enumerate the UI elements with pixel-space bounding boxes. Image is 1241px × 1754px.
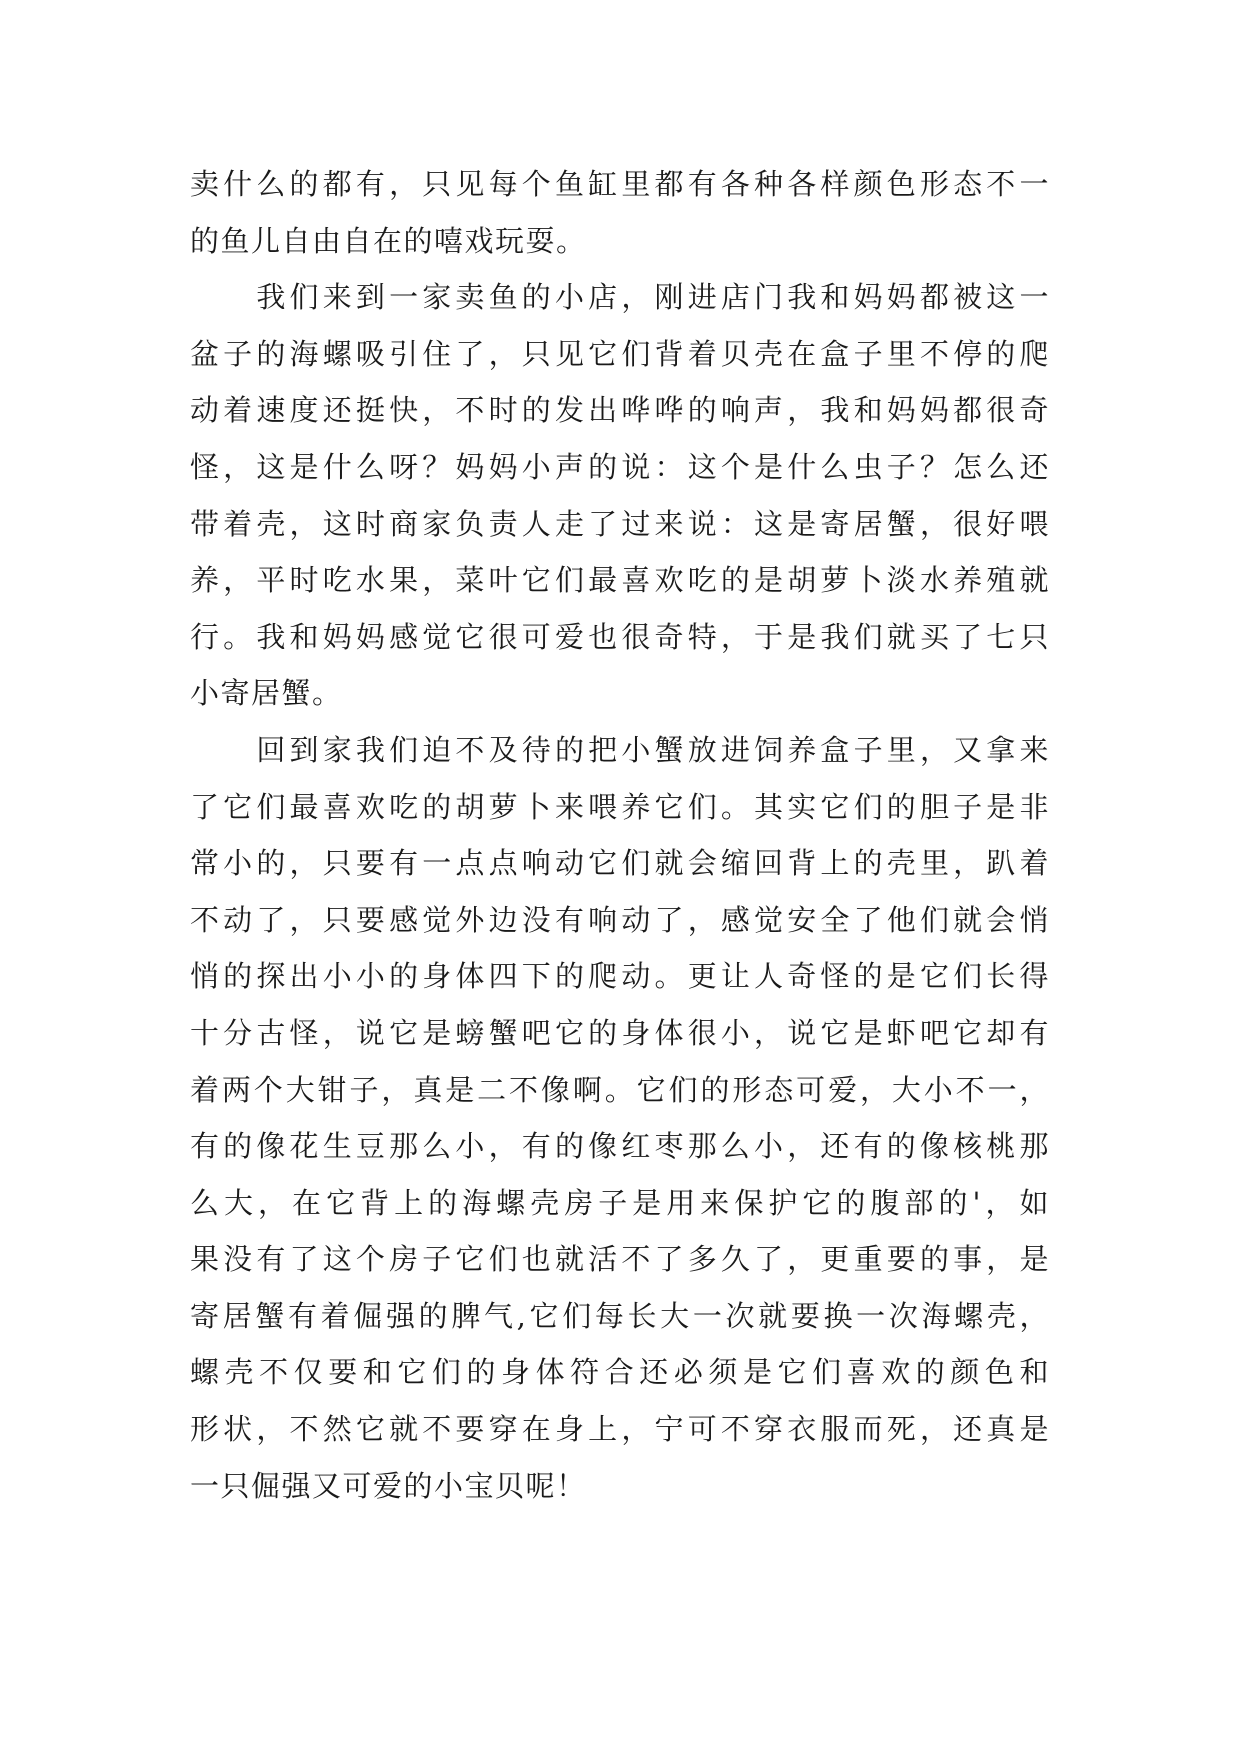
text-line: 动着速度还挺快，不时的发出哗哗的响声，我和妈妈都很奇: [190, 393, 1050, 428]
text-line: 了它们最喜欢吃的胡萝卜来喂养它们。其实它们的胆子是非: [190, 789, 1050, 824]
text-line: 螺壳不仅要和它们的身体符合还必须是它们喜欢的颜色和: [190, 1355, 1050, 1390]
text-line: 一只倔强又可爱的小宝贝呢！: [190, 1468, 587, 1503]
text-line: 形状，不然它就不要穿在身上，宁可不穿衣服而死，还真是: [190, 1412, 1050, 1447]
text-line: 带着壳，这时商家负责人走了过来说：这是寄居蟹，很好喂: [190, 506, 1050, 541]
text-line: 十分古怪，说它是螃蟹吧它的身体很小，说它是虾吧它却有: [190, 1015, 1050, 1050]
text-line: 的鱼儿自由自在的嘻戏玩耍。: [190, 223, 587, 258]
text-line: 悄的探出小小的身体四下的爬动。更让人奇怪的是它们长得: [190, 959, 1050, 994]
paragraph-1: [190, 156, 1050, 269]
text-line: 不动了，只要感觉外边没有响动了，感觉安全了他们就会悄: [190, 902, 1050, 937]
text-line: 我们来到一家卖鱼的小店，刚进店门我和妈妈都被这一: [190, 280, 1050, 315]
text-line: 果没有了这个房子它们也就活不了多久了，更重要的事，是: [190, 1242, 1050, 1277]
text-line: 怪，这是什么呀？妈妈小声的说：这个是什么虫子？怎么还: [190, 449, 1050, 484]
text-line: 回到家我们迫不及待的把小蟹放进饲养盒子里，又拿来: [190, 732, 1050, 767]
paragraph-2: [190, 269, 1050, 722]
text-line: 小寄居蟹。: [190, 676, 343, 711]
essay-body: [190, 156, 1050, 1514]
text-line: 寄居蟹有着倔强的脾气,它们每长大一次就要换一次海螺壳，: [190, 1298, 1050, 1333]
text-line: 养，平时吃水果，菜叶它们最喜欢吃的是胡萝卜淡水养殖就: [190, 563, 1050, 598]
text-line: 着两个大钳子，真是二不像啊。它们的形态可爱，大小不一，: [190, 1072, 1050, 1107]
text-line: 有的像花生豆那么小，有的像红枣那么小，还有的像核桃那: [190, 1129, 1050, 1164]
text-line: 常小的，只要有一点点响动它们就会缩回背上的壳里，趴着: [190, 846, 1050, 881]
paragraph-3: [190, 722, 1050, 1514]
text-line: 卖什么的都有，只见每个鱼缸里都有各种各样颜色形态不一: [190, 167, 1050, 201]
text-line: 么大，在它背上的海螺壳房子是用来保护它的腹部的'，如: [190, 1185, 1050, 1220]
text-line: 盆子的海螺吸引住了，只见它们背着贝壳在盒子里不停的爬: [190, 336, 1050, 371]
text-line: 行。我和妈妈感觉它很可爱也很奇特，于是我们就买了七只: [190, 619, 1050, 654]
